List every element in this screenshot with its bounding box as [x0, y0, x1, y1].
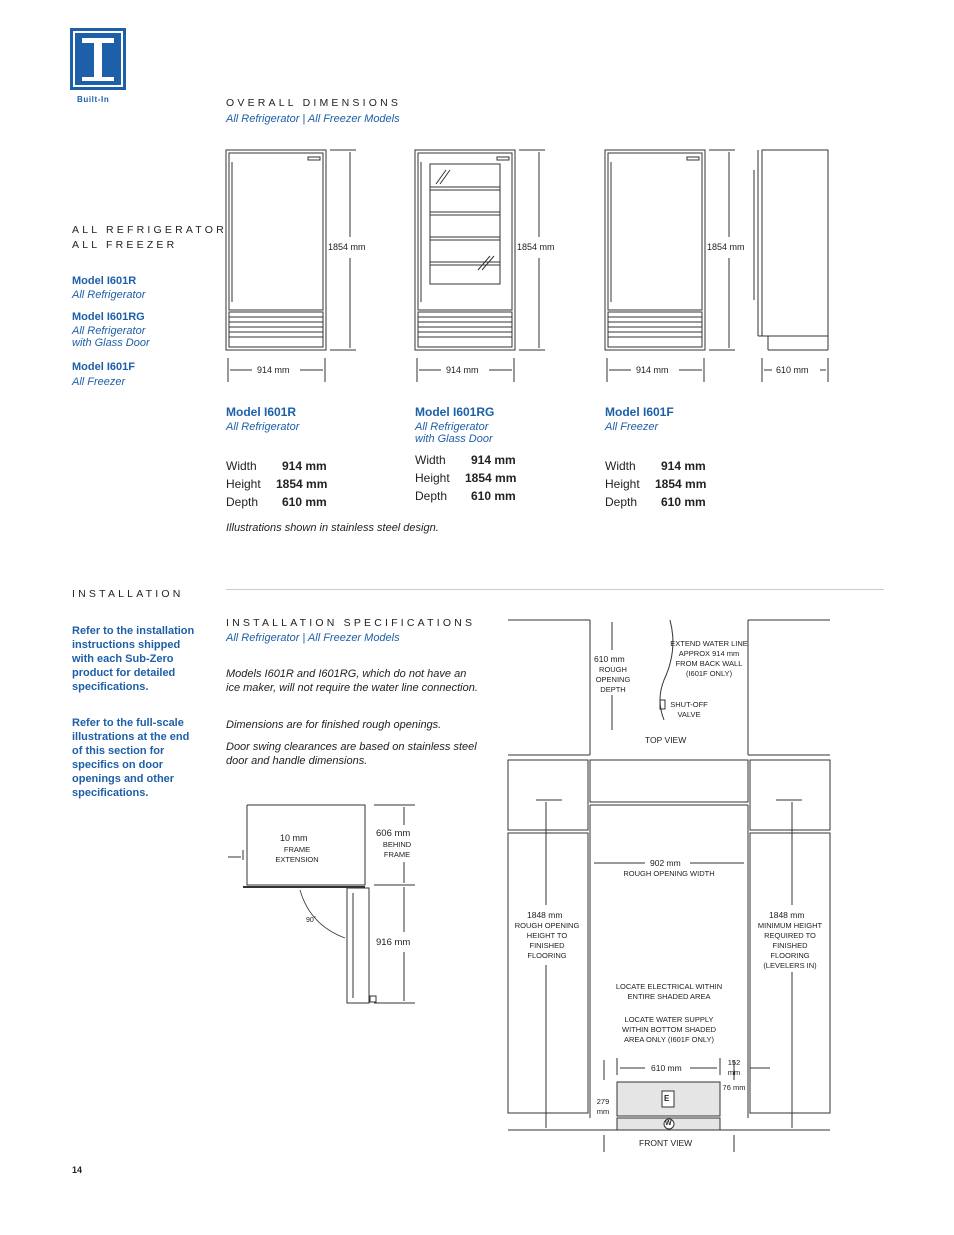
height-value: 1854 mm: [276, 477, 328, 491]
behind-frame-value: 606 mm: [376, 828, 411, 839]
width-label: Width: [605, 459, 636, 473]
height-label: Height: [605, 477, 640, 491]
spec-model-desc: All Freezer: [605, 421, 659, 433]
width-label: Width: [226, 459, 257, 473]
top-view-depth-desc: ROUGH OPENING DEPTH: [595, 665, 631, 694]
height-label: Height: [226, 477, 261, 491]
depth-dimension-label: 610 mm: [776, 365, 809, 375]
width-dimension-label: 914 mm: [257, 365, 290, 375]
installation-heading: INSTALLATION: [72, 588, 184, 600]
sidebar-model-name: Model I601RG: [72, 311, 145, 323]
electrical-note: LOCATE ELECTRICAL WITHIN ENTIRE SHADED AREA: [615, 982, 723, 1001]
height-value: 1854 mm: [655, 477, 707, 491]
spec-model-desc: with Glass Door: [415, 433, 493, 445]
installation-note-1: Refer to the installation instructions shipped with each Sub-Zero product for detailed specifications.: [72, 625, 195, 693]
page-number: 14: [72, 1165, 83, 1175]
opening-width-desc: ROUGH OPENING WIDTH: [623, 869, 715, 878]
height-dimension-label: 1854 mm: [707, 242, 745, 252]
door-swing-value: 916 mm: [376, 937, 411, 948]
water-supply-icon: W: [665, 1120, 672, 1127]
spec-model-name: Model I601R: [226, 405, 297, 419]
spec-model-desc: All Refrigerator: [226, 421, 300, 433]
spec-model-name: Model I601RG: [415, 405, 495, 419]
depth-label: Depth: [415, 489, 448, 503]
installation-spec-sub: All Refrigerator | All Freezer Models: [226, 632, 400, 644]
spec-model-desc: All Refrigerator: [415, 421, 489, 433]
overall-subheading: All Refrigerator | All Freezer Models: [226, 113, 400, 125]
sidebar-heading-1: ALL REFRIGERATOR: [72, 224, 227, 236]
opening-width-value: 902 mm: [650, 858, 681, 868]
depth-value: 610 mm: [661, 495, 706, 509]
shut-off-valve-label: SHUT-OFF VALVE: [670, 700, 708, 719]
width-value: 914 mm: [661, 459, 706, 473]
installation-note-2: Refer to the full-scale illustrations at the end of this section for specifics on door openings and other specifications.: [72, 717, 190, 799]
right-height-value: 1848 mm: [769, 910, 805, 920]
electrical-outlet-icon: E: [664, 1094, 670, 1103]
depth-value: 610 mm: [471, 489, 516, 503]
height-dimension-label: 1854 mm: [517, 242, 555, 252]
installation-para-2: Dimensions are for finished rough openings.: [226, 719, 442, 731]
sidebar-model-desc: with Glass Door: [72, 337, 150, 349]
swing-angle: 90˚: [306, 917, 317, 924]
logo-label: Built-In: [77, 95, 110, 104]
sidebar-model-desc: All Freezer: [72, 376, 126, 388]
sidebar-model-desc: All Refrigerator: [72, 289, 146, 301]
illustration-note: Illustrations shown in stainless steel design.: [226, 522, 439, 534]
height-dimension-label: 1854 mm: [328, 242, 366, 252]
left-height-value: 1848 mm: [527, 910, 563, 920]
top-view-title: TOP VIEW: [645, 735, 687, 745]
width-dimension-label: 914 mm: [446, 365, 479, 375]
installation-spec-heading: INSTALLATION SPECIFICATIONS: [226, 617, 476, 629]
left-height-desc: ROUGH OPENING HEIGHT TO FINISHED FLOORING: [514, 921, 580, 960]
width-value: 914 mm: [282, 459, 327, 473]
shaded-width-value: 610 mm: [651, 1063, 682, 1073]
width-value: 914 mm: [471, 453, 516, 467]
top-view-depth: 610 mm: [594, 654, 625, 664]
frame-extension-value: 10 mm: [280, 833, 308, 843]
height-279-label: 279 mm: [596, 1097, 610, 1116]
installation-para-3: Door swing clearances are based on stainless steel door and handle dimensions.: [226, 741, 477, 767]
sidebar-model-name: Model I601R: [72, 275, 137, 287]
spec-model-name: Model I601F: [605, 405, 674, 419]
depth-value: 610 mm: [282, 495, 327, 509]
height-label: Height: [415, 471, 450, 485]
behind-frame-desc: BEHIND FRAME: [382, 840, 412, 859]
right-height-desc: MINIMUM HEIGHT REQUIRED TO FINISHED FLOORING (LEVELERS IN): [757, 921, 823, 970]
sidebar-heading-2: ALL FREEZER: [72, 239, 178, 251]
sidebar-model-desc: All Refrigerator: [72, 325, 146, 337]
sidebar-model-name: Model I601F: [72, 361, 135, 373]
width-label: Width: [415, 453, 446, 467]
frame-extension-desc: FRAME EXTENSION: [275, 845, 319, 864]
width-dimension-label: 914 mm: [636, 365, 669, 375]
height-76-label: 76 mm: [722, 1083, 746, 1092]
height-value: 1854 mm: [465, 471, 517, 485]
water-line-desc: EXTEND WATER LINE APPROX 914 mm FROM BACK WALL (I601F ONLY): [670, 639, 748, 678]
installation-para-1: Models I601R and I601RG, which do not have an ice maker, will not require the water line connection.: [226, 668, 478, 694]
water-supply-note: LOCATE WATER SUPPLY WITHIN BOTTOM SHADED AREA ONLY (I601F ONLY): [621, 1015, 717, 1044]
front-view-title: FRONT VIEW: [639, 1138, 693, 1148]
depth-label: Depth: [226, 495, 259, 509]
overall-heading: OVERALL DIMENSIONS: [226, 97, 402, 109]
depth-label: Depth: [605, 495, 638, 509]
height-152-label: 152 mm: [727, 1058, 741, 1077]
